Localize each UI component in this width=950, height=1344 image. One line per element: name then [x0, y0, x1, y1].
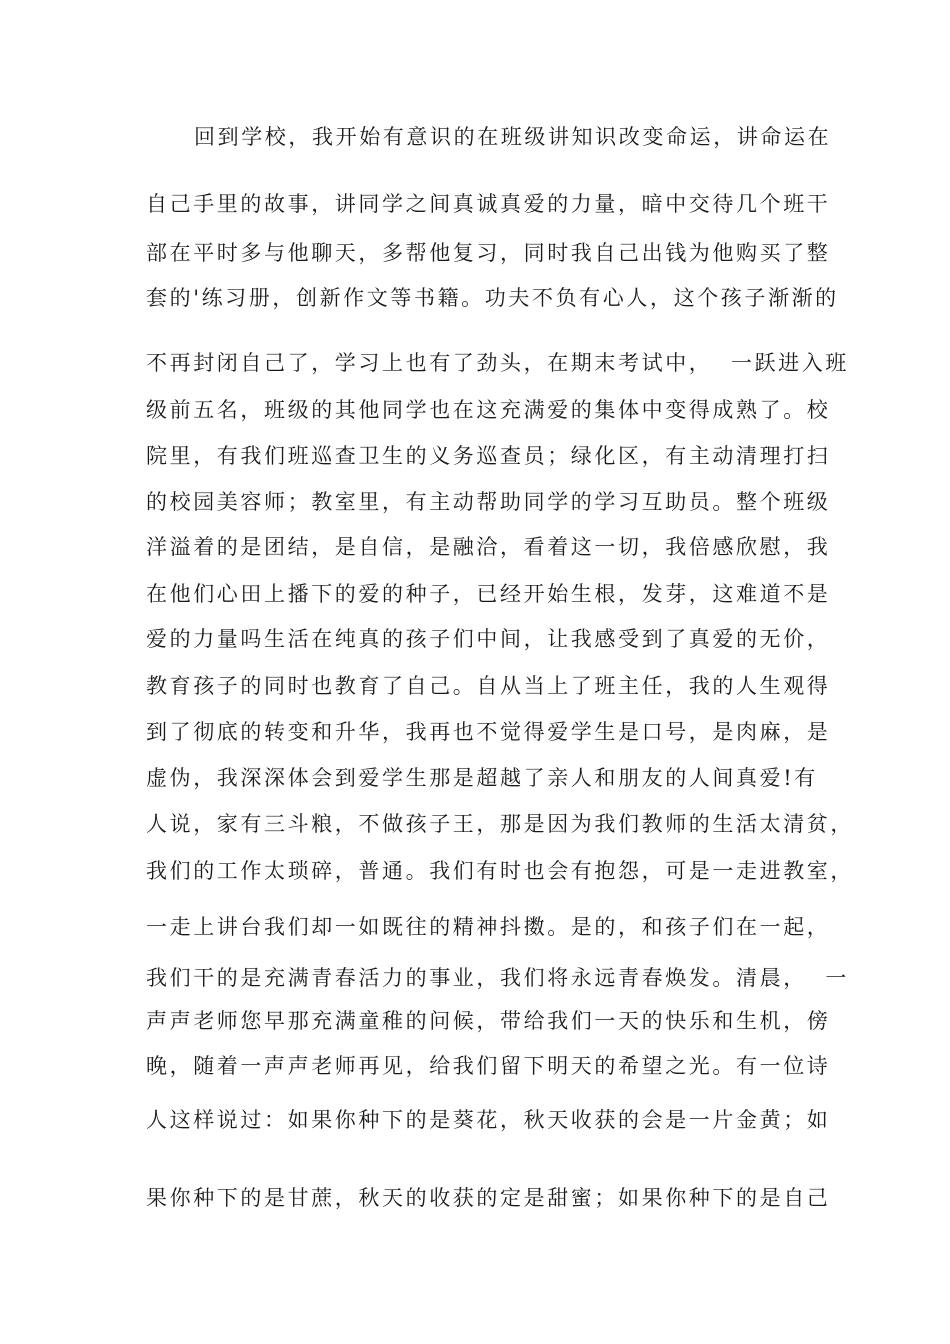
text-line-15: 人说，家有三斗粮，不做孩子王，那是因为我们教师的生活太清贫，: [146, 812, 854, 836]
text-line-7: 院里，有我们班巡查卫生的义务巡查员；绿化区，有主动清理打扫: [146, 444, 831, 468]
text-line-8: 的校园美容师；教室里，有主动帮助同学的学习互助员。整个班级: [146, 490, 831, 514]
text-line-12: 教育孩子的同时也教育了自己。自从当上了班主任，我的人生观得: [146, 674, 831, 698]
text-line-16: 我们的工作太琐碎，普通。我们有时也会有抱怨，可是一走进教室，: [146, 859, 854, 883]
text-line-4: 套的'练习册，创新作文等书籍。功夫不负有心人，这个孩子渐渐的: [146, 286, 839, 310]
text-line-11: 爱的力量吗生活在纯真的孩子们中间，让我感受到了真爱的无价，: [146, 627, 831, 651]
text-line-3: 部在平时多与他聊天，多帮他复习，同时我自己出钱为他购买了整: [146, 241, 831, 265]
text-line-1: 回到学校，我开始有意识的在班级讲知识改变命运，讲命运在: [194, 125, 832, 149]
text-line-6: 级前五名，班级的其他同学也在这充满爱的集体中变得成熟了。校: [146, 398, 831, 422]
text-line-10: 在他们心田上播下的爱的种子，已经开始生根，发芽，这难道不是: [146, 582, 831, 606]
text-line-22: 果你种下的是甘蔗，秋天的收获的定是甜蜜；如果你种下的是自己: [146, 1186, 831, 1210]
text-line-13: 到了彻底的转变和升华，我再也不觉得爱学生是口号，是肉麻，是: [146, 720, 831, 744]
text-line-5: 不再封闭自己了，学习上也有了劲头，在期末考试中， 一跃进入班: [146, 351, 849, 375]
text-line-18: 我们干的是充满青春活力的事业，我们将永远青春焕发。清晨， 一: [146, 966, 849, 990]
text-line-14: 虚伪，我深深体会到爱学生那是超越了亲人和朋友的人间真爱!有: [146, 766, 818, 790]
text-line-17: 一走上讲台我们却一如既往的精神抖擞。是的，和孩子们在一起，: [146, 915, 831, 939]
text-line-21: 人这样说过：如果你种下的是葵花，秋天收获的会是一片金黄；如: [146, 1108, 831, 1132]
text-line-20: 晚，随着一声声老师再见，给我们留下明天的希望之光。有一位诗: [146, 1054, 831, 1078]
text-line-19: 声声老师您早那充满童稚的问候，带给我们一天的快乐和生机，傍: [146, 1009, 831, 1033]
text-line-2: 自己手里的故事，讲同学之间真诚真爱的力量，暗中交待几个班干: [146, 192, 831, 216]
text-line-9: 洋溢着的是团结，是自信，是融洽，看着这一切，我倍感欣慰，我: [146, 535, 831, 559]
